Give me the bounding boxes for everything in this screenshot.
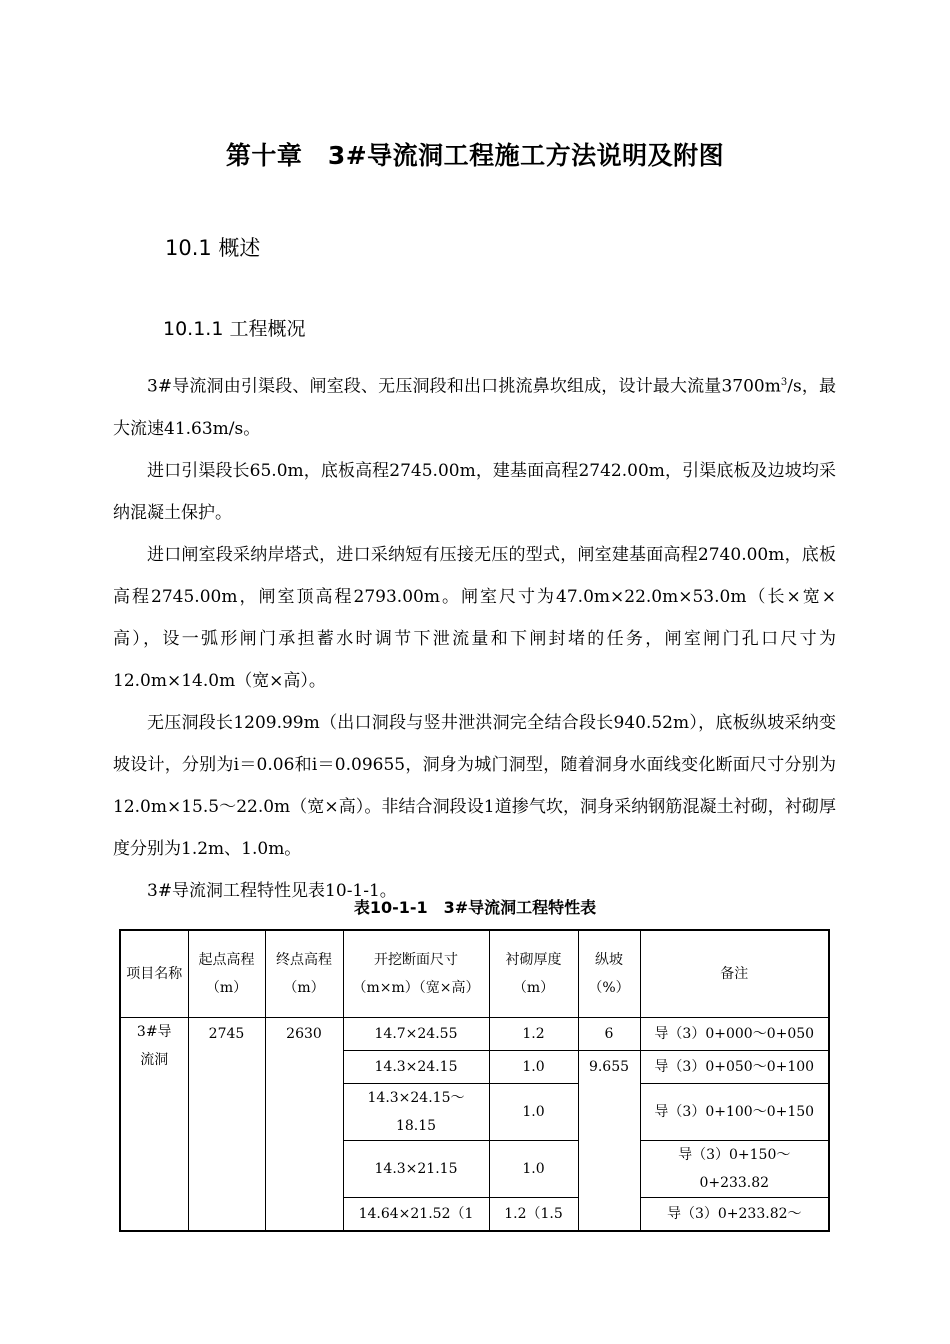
subsection-heading: 10.1.1 工程概况 [163,318,306,340]
header-remark: 备注 [640,930,829,1018]
table-row [120,1018,829,1051]
cell-start-elev: 2745 [188,1018,265,1232]
cell-section: 14.3×24.15 [343,1051,489,1084]
cell-lining: 1.0 [489,1051,578,1084]
cell-item-name: 3#导流洞 [120,1018,188,1232]
cell-remark: 导（3）0+050～0+100 [640,1051,829,1084]
header-end: 终点高程（m） [265,930,343,1018]
header-lining: 衬砌厚度（m） [489,930,578,1018]
section-heading: 10.1 概述 [165,236,261,260]
spec-table [119,929,830,1232]
cell-end-elev: 2630 [265,1018,343,1232]
body-text [113,362,836,912]
cell-lining: 1.0 [489,1084,578,1141]
cell-lining: 1.0 [489,1141,578,1198]
paragraph-4: 无压洞段长1209.99m（出口洞段与竖井泄洪洞完全结合段长940.52m），底板纵坡采纳变坡设计，分别为i＝0.06和i＝0.09655，洞身为城门洞型，随着洞身水面线变化断面尺寸分别为12.0m×15.5～22.0m（宽×高）。非结合洞段设1道掺气坎，洞身采纳钢筋混凝土衬砌，衬砌厚度分别为1.2m、1.0m。 [113,712,836,859]
cell-section: 14.64×21.52（1 [343,1198,489,1232]
cell-lining: 1.2 [489,1018,578,1051]
header-slope: 纵坡（%） [578,930,640,1018]
cell-section: 14.7×24.55 [343,1018,489,1051]
paragraph-2: 进口引渠段长65.0m，底板高程2745.00m，建基面高程2742.00m，引渠底板及边坡均采纳混凝土保护。 [113,460,836,523]
paragraph-1-tail: /s，最大流速41.63m/s。 [113,376,836,439]
cell-remark: 导（3）0+000～0+050 [640,1018,829,1051]
header-name: 项目名称 [120,930,188,1018]
paragraph-1 [113,362,836,450]
chapter-title: 第十章 3#导流洞工程施工方法说明及附图 [225,141,725,170]
cell-remark: 导（3）0+150～0+233.82 [640,1141,829,1198]
paragraph-3: 进口闸室段采纳岸塔式，进口采纳短有压接无压的型式，闸室建基面高程2740.00m，底板高程2745.00m，闸室顶高程2793.00m。闸室尺寸为47.0m×22.0m×53.0m（长×宽×高），设一弧形闸门承担蓄水时调节下泄流量和下闸封堵的任务，闸室闸门孔口尺寸为12.0m×14.0m（宽×高）。 [113,544,836,691]
table-header-row [120,930,829,1018]
cell-lining: 1.2（1.5 [489,1198,578,1232]
paragraph-1-text: 3#导流洞由引渠段、闸室段、无压洞段和出口挑流鼻坎组成，设计最大流量3700m [147,376,781,397]
cell-section: 14.3×21.15 [343,1141,489,1198]
cell-slope: 6 [578,1018,640,1051]
paragraph-5: 3#导流洞工程特性见表10-1-1。 [147,880,397,901]
cell-remark: 导（3）0+100～0+150 [640,1084,829,1141]
header-start: 起点高程（m） [188,930,265,1018]
table-caption: 表10-1-1 3#导流洞工程特性表 [353,898,597,917]
superscript-3: 3 [780,377,788,388]
cell-section: 14.3×24.15～18.15 [343,1084,489,1141]
cell-slope: 9.655 [578,1051,640,1232]
cell-remark: 导（3）0+233.82～ [640,1198,829,1232]
header-section: 开挖断面尺寸（m×m）（宽×高） [343,930,489,1018]
